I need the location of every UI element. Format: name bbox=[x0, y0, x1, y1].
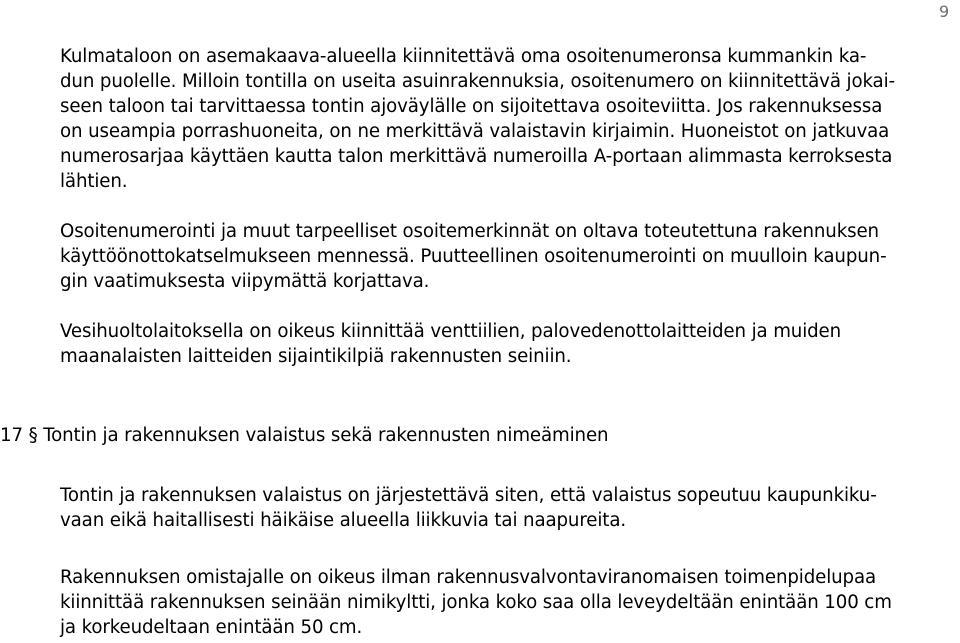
text-line: Vesihuoltolaitoksella on oikeus kiinnittää venttiilien, palovedenottolaitteiden ja muiden bbox=[60, 321, 842, 342]
text-line: gin vaatimuksesta viipymättä korjattava. bbox=[60, 271, 430, 292]
text-line: numerosarjaa käyttäen kautta talon merkittävä numeroilla A-portaan alimmasta kerroksesta bbox=[60, 146, 893, 167]
text-line: kiinnittää rakennuksen seinään nimikyltti, jonka koko saa olla leveydeltään enintään 100 cm bbox=[60, 592, 892, 613]
text-line: lähtien. bbox=[60, 171, 128, 192]
text-line: Tontin ja rakennuksen valaistus on järjestettävä siten, että valaistus sopeutuu kaupunkiku- bbox=[60, 485, 877, 506]
text-line: Kulmataloon on asemakaava-alueella kiinnitettävä oma osoitenumeronsa kummankin ka- bbox=[60, 46, 867, 67]
section-heading: 17 § Tontin ja rakennuksen valaistus sekä rakennusten nimeäminen bbox=[0, 425, 609, 446]
text-line: Osoitenumerointi ja muut tarpeelliset osoitemerkinnät on oltava toteutettuna rakennuksen bbox=[60, 221, 879, 242]
page-number: 9 bbox=[939, 2, 950, 21]
text-line: seen taloon tai tarvittaessa tontin ajoväylälle on sijoitettava osoiteviitta. Jos rakennuksessa bbox=[60, 96, 883, 117]
text-line: Rakennuksen omistajalle on oikeus ilman rakennusvalvontaviranomaisen toimenpidelupaa bbox=[60, 567, 877, 588]
text-line: ja korkeudeltaan enintään 50 cm. bbox=[60, 617, 363, 638]
text-line: vaan eikä haitallisesti häikäise alueella liikkuvia tai naapureita. bbox=[60, 510, 627, 531]
text-line: dun puolelle. Milloin tontilla on useita asuinrakennuksia, osoitenumero on kiinnitettävä jokai- bbox=[60, 71, 895, 92]
text-line: on useampia porrashuoneita, on ne merkittävä valaistavin kirjaimin. Huoneistot on jatkuvaa bbox=[60, 121, 890, 142]
text-line: maanalaisten laitteiden sijaintikilpiä rakennusten seiniin. bbox=[60, 346, 572, 367]
text-line: käyttöönottokatselmukseen mennessä. Puutteellinen osoitenumerointi on muulloin kaupun- bbox=[60, 246, 887, 267]
